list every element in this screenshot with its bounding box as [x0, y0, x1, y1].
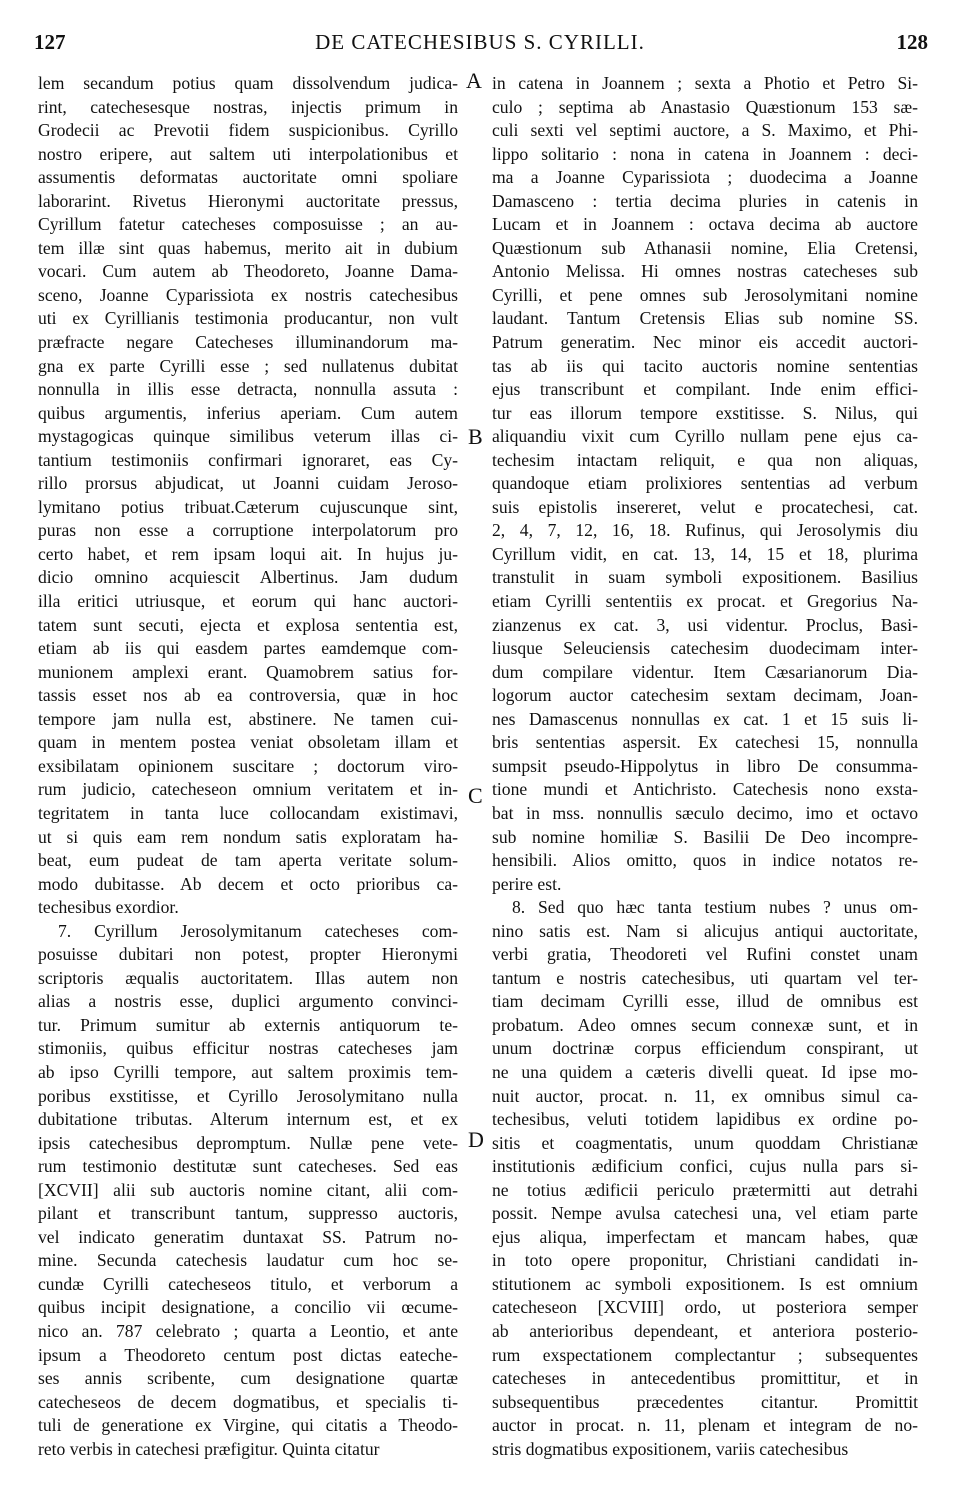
text-line: tantum e nostris catechesibus, uti quartam vel ter- [492, 967, 918, 988]
text-line: Lucam et in Joannem : octava decima ab auctore [492, 214, 918, 235]
text-line: tatem sunt secuti, ejecta et explosa sententia est, [38, 614, 458, 635]
text-line: Grodecii ac Prevotii fidem suspicionibus. Cyrillo [38, 120, 458, 141]
text-line: hensibili. Alios omitto, quos in indice notatos re- [492, 850, 918, 871]
text-line: ne totius ædificii periculo prætermitti aut detrahi [492, 1179, 918, 1200]
text-line: institutionis ædificium confici, cujus nulla pars si- [492, 1156, 918, 1177]
text-line: poribus exstitisse, et Cyrillo Jerosolymitano nulla [38, 1085, 458, 1106]
page-number-right: 128 [896, 30, 928, 54]
text-line: auctor in procat. n. 11, plenam et integram de no- [492, 1415, 918, 1436]
text-line: culi sexti vel septimi auctore, a S. Maximo, et Phi- [492, 120, 918, 141]
text-line: laudant. Tantum Cretensis Elias sub nomine SS. [492, 308, 918, 329]
text-line: certo habet, et rem ipsam loqui ait. In hujus ju- [38, 543, 458, 564]
text-line: in catena in Joannem ; sexta a Photio et Petro Si- [492, 73, 918, 93]
text-line: scriptoris æqualis auctoritatem. Illas autem non [38, 967, 458, 988]
text-line: unum doctrinæ corpus efficiendum conspirant, ut [492, 1038, 918, 1059]
text-line: exsibilatam opinionem suscitare ; doctorum viro- [38, 755, 458, 776]
text-line: [XCVII] alii sub auctoris nomine citant, alii com- [38, 1179, 458, 1200]
margin-marker-c: C [468, 783, 483, 808]
text-line: tuli de generatione ex Virgine, qui citatis a Theodo- [38, 1415, 458, 1436]
text-line: alias a nostris esse, duplici argumento convinci- [38, 991, 458, 1012]
text-line: pilant et transcribunt tantum, suppresso auctoris, [38, 1203, 458, 1224]
text-line: culo ; septima ab Anastasio Quæstionum 153 sæ- [492, 96, 918, 117]
text-line: quandoque etiam prolixiores sententias ad verbum [492, 473, 918, 494]
text-line: sub nomine homiliæ S. Basilii De Deo incompre- [492, 826, 918, 847]
text-line: ipsis catechesibus depromptum. Nullæ pene vete- [38, 1132, 458, 1153]
text-line: mystagogicas quinque similibus veterum illas ci- [38, 426, 458, 447]
text-line: beat, eum pudeat de tam aperta veritate solum- [38, 850, 458, 871]
text-line: rint, catechesesque nostras, injectis primum in [38, 96, 458, 117]
text-line: nonnulla in illis esse detracta, nonnulla assuta : [38, 379, 458, 400]
text-line: vocari. Cum autem ab Theodoreto, Joanne Dama- [38, 261, 458, 282]
text-line: possit. Nempe avulsa catechesi una, vel etiam parte [492, 1203, 918, 1224]
text-line: rum testimonio destitutæ sunt catecheses. Sed eas [38, 1156, 458, 1177]
text-line: ejus transcribunt et compilant. Inde enim effici- [492, 379, 918, 400]
text-line: Cyrillum fatetur catecheses composuisse ; an au- [38, 214, 458, 235]
text-line: lem secandum potius quam dissolvendum judica- [38, 73, 458, 93]
text-line: tur eas illorum tempore exstitisse. S. Nilus, qui [492, 402, 918, 423]
text-line: munionem amplexi erant. Quamobrem satius for- [38, 661, 458, 682]
text-line: assumentis deformatas auctoritate omni spoliare [38, 167, 458, 188]
text-line: laborarint. Rivetus Hieronymi auctoritate pressus, [38, 190, 458, 211]
text-line: aliquandiu vixit cum Cyrillo nullam pene ejus ca- [492, 426, 918, 447]
text-line: mine. Secunda catechesis laudatur cum hoc se- [38, 1250, 458, 1271]
text-line: catecheseos de decem dogmatibus, et specialis ti- [38, 1391, 458, 1412]
text-line: logorum auctor catechesim sextam decimam, Joan- [492, 685, 918, 706]
text-line: quibus incipit designatione, a concilio vii œcume- [38, 1297, 458, 1318]
text-line: tiam decimam Cyrilli esse, illud de omnibus est [492, 991, 918, 1012]
text-line: probatum. Adeo omnes secum connexæ sunt, et in [492, 1014, 918, 1035]
text-line: techesim intactam reliquit, e qua non aliquas, [492, 449, 918, 470]
text-line: Quæstionum sub Athanasii nomine, Elia Cretensi, [492, 237, 918, 258]
text-line: ses annis scribente, cum designatione quartæ [38, 1368, 458, 1389]
text-line: quam in mentem postea veniat obsoletam illam et [38, 732, 458, 753]
running-title: DE CATECHESIBUS S. CYRILLI. [315, 30, 645, 54]
text-line: techesibus exordior. [38, 897, 179, 918]
text-line: Cyrillum vidit, en cat. 13, 14, 15 et 18, plurima [492, 543, 918, 564]
text-line: suis epistolis insereret, velut e procatechesi, cat. [492, 496, 918, 517]
text-line: gna ex parte Cyrilli esse ; sed nullatenus dubitat [38, 355, 458, 376]
text-line: nuit auctor, procat. n. 11, ex omnibus simul ca- [492, 1085, 918, 1106]
text-line: reto verbis in catechesi præfigitur. Quinta citatur [38, 1438, 380, 1459]
text-line: lippo solitario : nona in catena in Joannem : deci- [492, 143, 918, 164]
text-line: in toto opere proponitur, Christiani candidati in- [492, 1250, 918, 1271]
text-line: stitutionem ac symboli expositionem. Is est omnium [492, 1273, 918, 1294]
text-line: ipsum a Theodoreto centum post dictas eateche- [38, 1344, 458, 1365]
margin-marker-a: A [466, 68, 482, 93]
text-line: stris dogmatibus expositionem, variis catechesibus [492, 1438, 849, 1459]
text-line: dicio omnino acquiescit Albertinus. Jam dudum [38, 567, 458, 588]
text-line: nostro eripere, aut saltem uti interpolationibus et [38, 143, 458, 164]
text-line: ab anterioribus dependeant, et anteriora posterio- [492, 1320, 918, 1341]
text-line: perire est. [492, 873, 562, 894]
text-line: cundæ Cyrilli catecheseos titulo, et verborum a [38, 1273, 458, 1294]
text-line: zianzenus ex cat. 3, usi videntur. Proclus, Basi- [492, 614, 918, 635]
text-line: illa eritici utriusque, et eorum qui hanc auctori- [38, 591, 458, 612]
text-line: 7. Cyrillum Jerosolymitanum catecheses com- [58, 920, 458, 941]
text-line: Damasceno : tertia decima pluries in catenis in [492, 190, 918, 211]
text-line: ut si quis eam rem nondum satis exploratam ha- [38, 826, 458, 847]
text-line: techesibus, veluti totidem lapidibus ex ordine po- [492, 1109, 918, 1130]
text-line: dubitatione tributas. Alterum internum est, et ex [38, 1109, 458, 1130]
text-line: transtulit in suam symboli expositionem. Basilius [492, 567, 918, 588]
page-number-left: 127 [34, 30, 66, 54]
text-line: catecheses in antecedentibus promittitur, et in [492, 1368, 918, 1389]
text-line: tassis esset nos ab ea controversia, quæ in hoc [38, 685, 458, 706]
text-line: tempore jam nulla est, abstinere. Ne tamen cui- [38, 708, 458, 729]
text-line: tem illæ sint quas habemus, merito ait in dubium [38, 237, 458, 258]
margin-marker-b: B [468, 424, 483, 449]
text-line: liusque Seleuciensis catechesim duodecimam inter- [492, 638, 918, 659]
text-line: posuisse dubitari non potest, propter Hieronymi [38, 944, 458, 965]
margin-marker-d: D [468, 1127, 484, 1152]
text-line: nino satis est. Nam si alicujus antiqui auctoritate, [492, 920, 918, 941]
text-line: præfracte negare Catecheses illuminandorum ma- [38, 332, 458, 353]
left-column [38, 72, 458, 1461]
running-header [30, 30, 930, 64]
text-line: sitis et coagmentatis, unum quoddam Christianæ [492, 1132, 918, 1153]
text-line: uti ex Cyrillianis testimonia producantur, non vult [38, 308, 458, 329]
text-line: bris sententias aspersit. Ex catechesi 15, nonnulla [492, 732, 918, 753]
text-line: dum compilare videntur. Item Cæsarianorum Dia- [492, 661, 918, 682]
text-line: tas ab iis qui tacito auctoris nomine sententias [492, 355, 918, 376]
text-line: catecheseon [XCVIII] ordo, ut posteriora semper [492, 1297, 918, 1318]
text-line: tantium testimoniis confirmari ignoraret, eas Cy- [38, 449, 458, 470]
text-line: nico an. 787 celebrato ; quarta a Leontio, et ante [38, 1320, 458, 1341]
text-line: 8. Sed quo hæc tanta testium nubes ? unus om- [512, 897, 918, 918]
text-line: ab ipso Cyrilli tempore, aut saltem proximis tem- [38, 1061, 458, 1082]
text-line: tur. Primum sumitur ab externis antiquorum te- [38, 1014, 458, 1035]
text-line: vel indicato generatim duntaxat SS. Patrum no- [38, 1226, 458, 1247]
right-column [492, 72, 918, 1461]
text-line: 2, 4, 7, 12, 16, 18. Rufinus, qui Jerosolymis diu [492, 520, 918, 541]
text-line: tegritatem in tanta luce collocandam existimavi, [38, 802, 458, 823]
text-line: sumpsit pseudo-Hippolytus in libro De consumma- [492, 755, 918, 776]
text-line: ejus aliqua, imperfectam et mancam habes, quæ [492, 1226, 918, 1247]
text-line: ma a Joanne Cyparissiota ; duodecima a Joanne [492, 167, 918, 188]
text-line: nes Damascenus nonnullas ex cat. 1 et 15 suis li- [492, 708, 918, 729]
text-line: rillo prorsus abjudicat, ut Joanni cuidam Jeroso- [38, 473, 458, 494]
text-line: rum judicio, catecheseon omnium veritatem et in- [38, 779, 458, 800]
text-line: lymitano potius tribuat.Cæterum cujuscunque sint, [38, 496, 458, 517]
text-line: verbi gratia, Theodoreti vel Rufini constet unam [492, 944, 918, 965]
text-line: bat in mss. nonnullis sæculo decimo, imo et octavo [492, 802, 918, 823]
text-line: subsequentibus præcedentes citantur. Promittit [492, 1391, 918, 1412]
text-line: Cyrilli, et pene omnes sub Jerosolymitani nomine [492, 284, 918, 305]
text-line: Antonio Melissa. Hi omnes nostras catecheses sub [492, 261, 918, 282]
text-line: rum exspectationem complectantur ; subsequentes [492, 1344, 918, 1365]
text-line: sceno, Joanne Cyparissiota ex nostris catechesibus [38, 284, 458, 305]
text-line: stimoniis, quibus efficitur nostras catecheses jam [38, 1038, 458, 1059]
text-line: etiam Cyrilli sententiis ex procat. et Gregorius Na- [492, 591, 918, 612]
text-line: ne una quidem a cæteris divelli queat. Id ipse mo- [492, 1061, 918, 1082]
text-line: puras non esse a corruptione interpolatorum pro [38, 520, 458, 541]
text-line: quibus argumentis, inferius aperiam. Cum autem [38, 402, 458, 423]
text-line: etiam ab iis qui easdem partes eamdemque com- [38, 638, 458, 659]
text-line: modo dubitasse. Ab decem et octo prioribus ca- [38, 873, 458, 894]
text-line: Patrum generatim. Nec minor eis accedit auctori- [492, 332, 918, 353]
text-line: tione mundi et Antichristo. Catechesis nono exsta- [492, 779, 918, 800]
